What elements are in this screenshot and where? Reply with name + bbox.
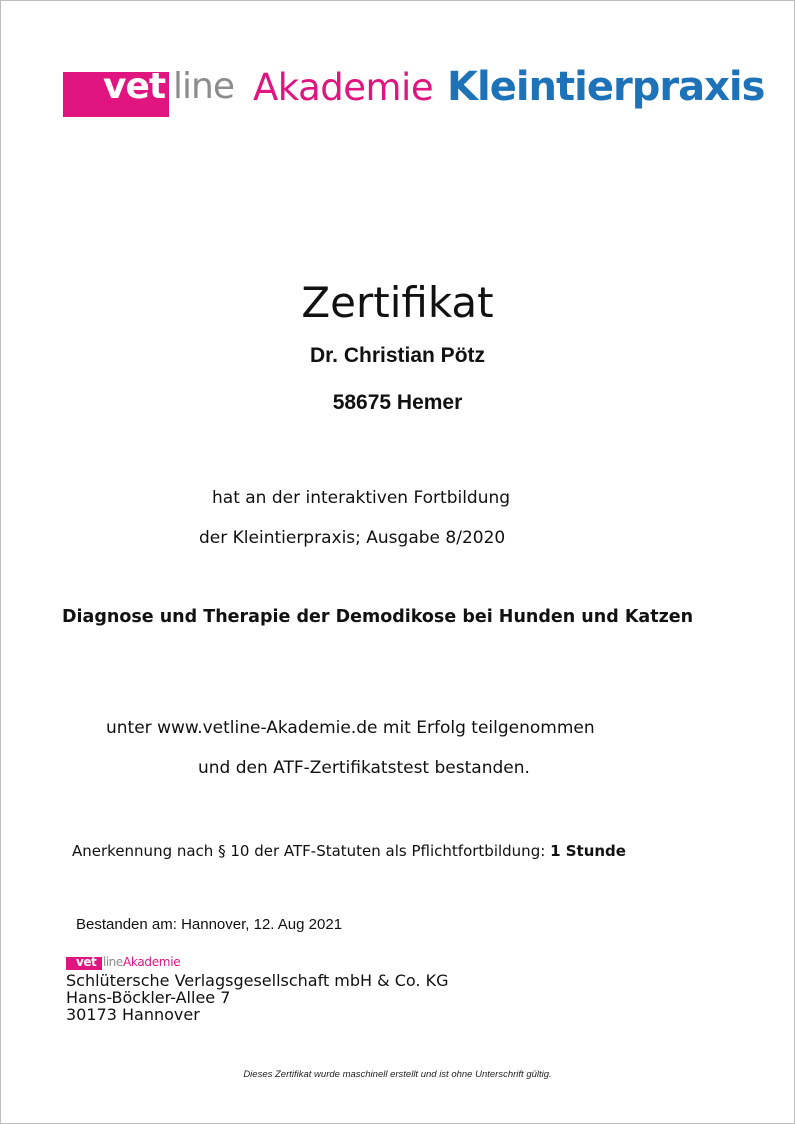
publisher-street: Hans-Böckler-Allee 7 xyxy=(66,988,231,1007)
recipient-name: Dr. Christian Pötz xyxy=(309,344,486,367)
publisher-company: Schlütersche Verlagsgesellschaft mbH & Co. KG xyxy=(66,971,449,990)
passed-date: Bestanden am: Hannover, 12. Aug 2021 xyxy=(76,916,343,933)
publisher-city: 30173 Hannover xyxy=(66,1005,200,1024)
logo-akademie-text: Akademie xyxy=(253,66,434,109)
footer-note: Dieses Zertifikat wurde maschinell erstellt und ist ohne Unterschrift gültig. xyxy=(243,1069,552,1080)
completion-line-2: und den ATF-Zertifikatstest bestanden. xyxy=(198,758,530,778)
publisher-logo-akademie: Akademie xyxy=(123,955,181,969)
recognition-hours: 1 Stunde xyxy=(550,842,626,860)
publisher-logo-line: line xyxy=(103,955,123,969)
logo-vet-text: vet xyxy=(103,66,166,107)
participation-line-2: der Kleintierpraxis; Ausgabe 8/2020 xyxy=(199,528,506,548)
recognition-text: Anerkennung nach § 10 der ATF-Statuten als Pflichtfortbildung: xyxy=(72,842,546,860)
course-topic: Diagnose und Therapie der Demodikose bei Hunden und Katzen xyxy=(62,607,694,627)
recognition-statement xyxy=(72,842,626,860)
publisher-logo-vet: vet xyxy=(76,955,97,969)
recipient-city: 58675 Hemer xyxy=(332,391,463,414)
logo-line-text: line xyxy=(173,66,234,107)
certificate-title: Zertifikat xyxy=(301,278,494,327)
participation-line-1: hat an der interaktiven Fortbildung xyxy=(212,488,511,508)
logo-kleintierpraxis-text: Kleintierpraxis xyxy=(447,64,765,110)
completion-line-1: unter www.vetline-Akademie.de mit Erfolg teilgenommen xyxy=(106,718,595,738)
